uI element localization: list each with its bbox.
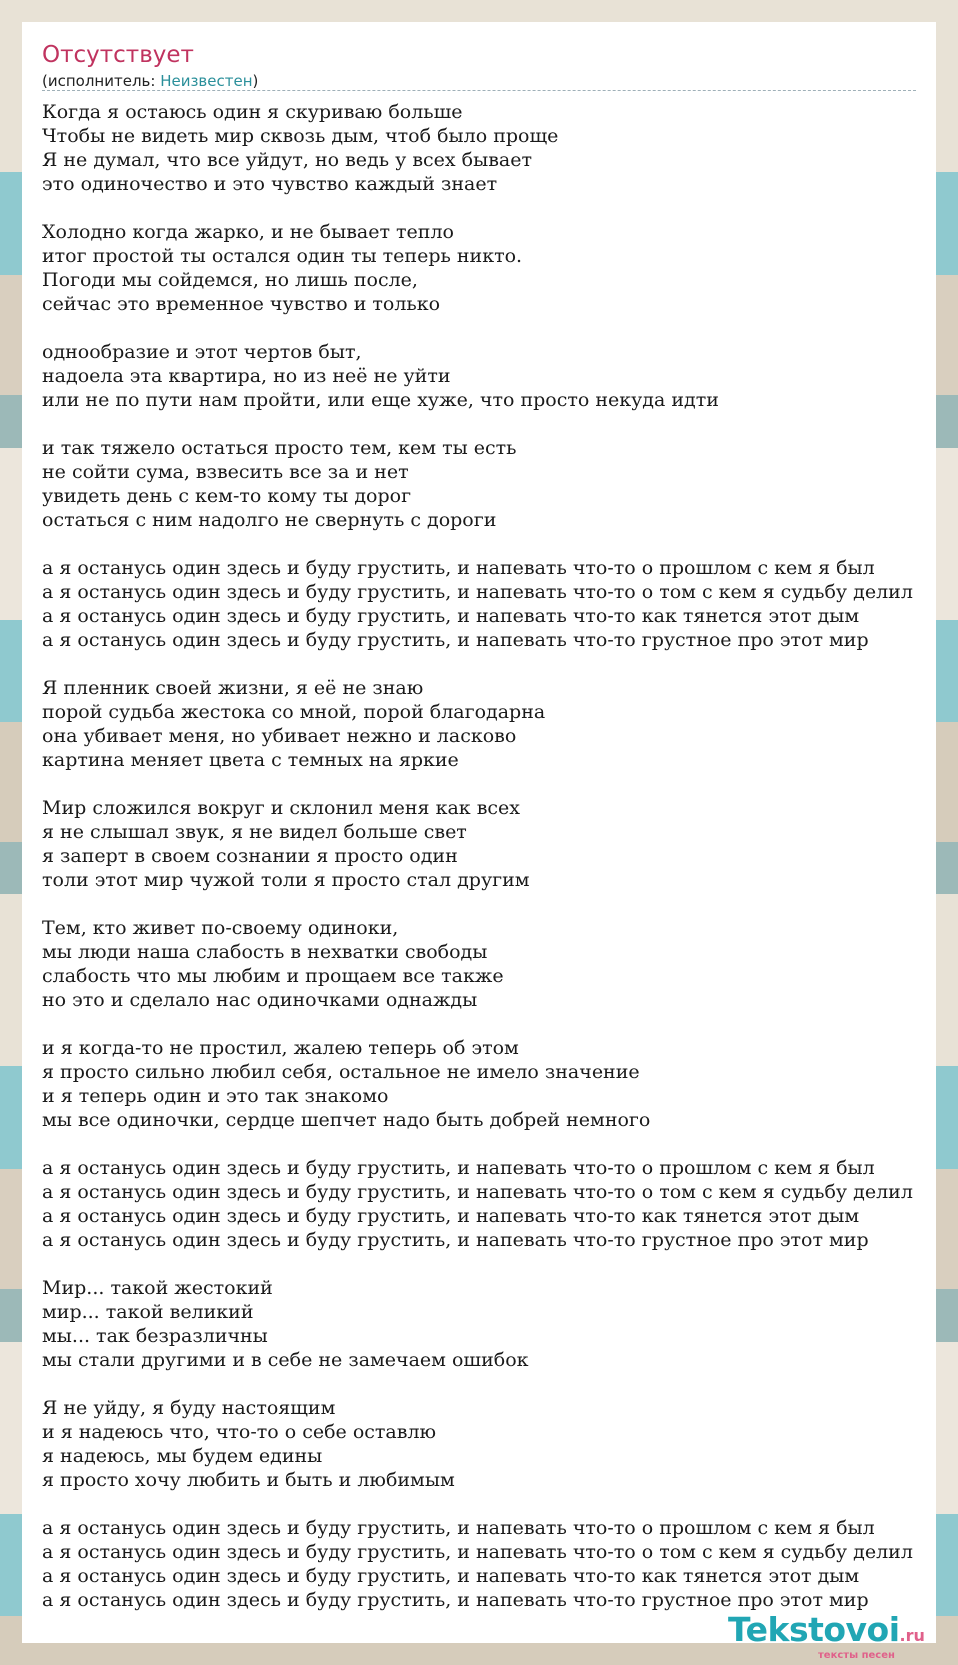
lyrics-line: а я останусь один здесь и буду грустить, и напевать что-то грустное про этот мир bbox=[42, 1229, 869, 1251]
lyrics-line: Я пленник своей жизни, я её не знаю bbox=[42, 677, 424, 699]
lyrics-line: толи этот мир чужой толи я просто стал другим bbox=[42, 869, 530, 891]
lyrics-stanza bbox=[42, 676, 936, 772]
lyrics-line: мы люди наша слабость в нехватки свободы bbox=[42, 941, 488, 963]
lyrics-line: увидеть день с кем-то кому ты дорог bbox=[42, 485, 412, 507]
lyrics-stanza bbox=[42, 916, 936, 1012]
lyrics-stanza bbox=[42, 796, 936, 892]
lyrics-line: а я останусь один здесь и буду грустить, и напевать что-то о прошлом с кем я был bbox=[42, 1517, 875, 1539]
lyrics-line: а я останусь один здесь и буду грустить, и напевать что-то как тянется этот дым bbox=[42, 1565, 860, 1587]
lyrics-line: сейчас это временное чувство и только bbox=[42, 293, 441, 315]
lyrics-line: мы стали другими и в себе не замечаем ошибок bbox=[42, 1349, 529, 1371]
lyrics-stanza bbox=[42, 1396, 936, 1492]
lyrics-line: я не слышал звук, я не видел больше свет bbox=[42, 821, 467, 843]
lyrics-line: и я теперь один и это так знакомо bbox=[42, 1085, 389, 1107]
lyrics-body bbox=[42, 100, 936, 1636]
lyrics-stanza bbox=[42, 1036, 936, 1132]
lyrics-line: итог простой ты остался один ты теперь никто. bbox=[42, 245, 523, 267]
lyrics-line: надоела эта квартира, но из неё не уйти bbox=[42, 365, 451, 387]
lyrics-line: не сойти сума, взвесить все за и нет bbox=[42, 461, 409, 483]
artist-prefix: (исполнитель: bbox=[42, 72, 161, 90]
lyrics-line: я заперт в своем сознании я просто один bbox=[42, 845, 458, 867]
lyrics-line: она убивает меня, но убивает нежно и ласково bbox=[42, 725, 517, 747]
lyrics-line: а я останусь один здесь и буду грустить, и напевать что-то о том с кем я судьбу делил bbox=[42, 581, 913, 603]
lyrics-line: а я останусь один здесь и буду грустить, и напевать что-то грустное про этот мир bbox=[42, 629, 869, 651]
lyrics-stanza bbox=[42, 1276, 936, 1372]
lyrics-line: а я останусь один здесь и буду грустить, и напевать что-то как тянется этот дым bbox=[42, 1205, 860, 1227]
lyrics-card bbox=[22, 22, 936, 1643]
lyrics-line: картина меняет цвета с темных на яркие bbox=[42, 749, 459, 771]
logo-brand: Tekstovoi bbox=[728, 1610, 900, 1649]
lyrics-line: Мир сложился вокруг и склонил меня как всех bbox=[42, 797, 520, 819]
lyrics-stanza bbox=[42, 1156, 936, 1252]
lyrics-line: а я останусь один здесь и буду грустить, и напевать что-то как тянется этот дым bbox=[42, 605, 860, 627]
lyrics-stanza bbox=[42, 100, 936, 196]
lyrics-line: а я останусь один здесь и буду грустить, и напевать что-то о том с кем я судьбу делил bbox=[42, 1541, 913, 1563]
lyrics-line: однообразие и этот чертов быт, bbox=[42, 341, 362, 363]
lyrics-line: и так тяжело остаться просто тем, кем ты есть bbox=[42, 437, 517, 459]
lyrics-line: я надеюсь, мы будем едины bbox=[42, 1445, 323, 1467]
lyrics-line: Я не думал, что все уйдут, но ведь у всех бывает bbox=[42, 149, 533, 171]
lyrics-line: или не по пути нам пройти, или еще хуже, что просто некуда идти bbox=[42, 389, 719, 411]
lyrics-line: порой судьба жестока со мной, порой благодарна bbox=[42, 701, 546, 723]
lyrics-line: Чтобы не видеть мир сквозь дым, чтоб было проще bbox=[42, 125, 559, 147]
lyrics-line: мы все одиночки, сердце шепчет надо быть добрей немного bbox=[42, 1109, 651, 1131]
lyrics-stanza bbox=[42, 340, 936, 412]
song-title: Отсутствует bbox=[42, 42, 194, 68]
logo-tagline: тексты песен bbox=[818, 1650, 895, 1661]
lyrics-line: а я останусь один здесь и буду грустить, и напевать что-то о том с кем я судьбу делил bbox=[42, 1181, 913, 1203]
artist-link[interactable]: Неизвестен bbox=[160, 72, 253, 90]
lyrics-line: Мир... такой жестокий bbox=[42, 1277, 273, 1299]
lyrics-line: мы... так безразличны bbox=[42, 1325, 268, 1347]
title-divider bbox=[42, 90, 916, 91]
lyrics-line: это одиночество и это чувство каждый знает bbox=[42, 173, 498, 195]
lyrics-line: Я не уйду, я буду настоящим bbox=[42, 1397, 336, 1419]
lyrics-line: Холодно когда жарко, и не бывает тепло bbox=[42, 221, 454, 243]
artist-suffix: ) bbox=[252, 72, 259, 90]
lyrics-line: остаться с ним надолго не свернуть с дороги bbox=[42, 509, 497, 531]
lyrics-line: мир... такой великий bbox=[42, 1301, 254, 1323]
lyrics-line: я просто хочу любить и быть и любимым bbox=[42, 1469, 455, 1491]
lyrics-stanza bbox=[42, 1516, 936, 1612]
logo-tld: .ru bbox=[899, 1626, 925, 1645]
lyrics-stanza bbox=[42, 220, 936, 316]
lyrics-line: слабость что мы любим и прощаем все также bbox=[42, 965, 504, 987]
lyrics-stanza bbox=[42, 436, 936, 532]
site-logo[interactable] bbox=[728, 1610, 925, 1649]
lyrics-stanza bbox=[42, 556, 936, 652]
lyrics-line: Когда я остаюсь один я скуриваю больше bbox=[42, 101, 463, 123]
lyrics-line: а я останусь один здесь и буду грустить, и напевать что-то о прошлом с кем я был bbox=[42, 557, 875, 579]
lyrics-line: но это и сделало нас одиночками однажды bbox=[42, 989, 478, 1011]
lyrics-line: и я надеюсь что, что-то о себе оставлю bbox=[42, 1421, 437, 1443]
artist-line bbox=[42, 72, 258, 90]
lyrics-line: а я останусь один здесь и буду грустить, и напевать что-то о прошлом с кем я был bbox=[42, 1157, 875, 1179]
lyrics-line: и я когда-то не простил, жалею теперь об этом bbox=[42, 1037, 519, 1059]
lyrics-line: я просто сильно любил себя, остальное не имело значение bbox=[42, 1061, 640, 1083]
lyrics-line: Погоди мы сойдемся, но лишь после, bbox=[42, 269, 418, 291]
lyrics-line: Тем, кто живет по-своему одиноки, bbox=[42, 917, 399, 939]
lyrics-line: а я останусь один здесь и буду грустить, и напевать что-то грустное про этот мир bbox=[42, 1589, 869, 1611]
